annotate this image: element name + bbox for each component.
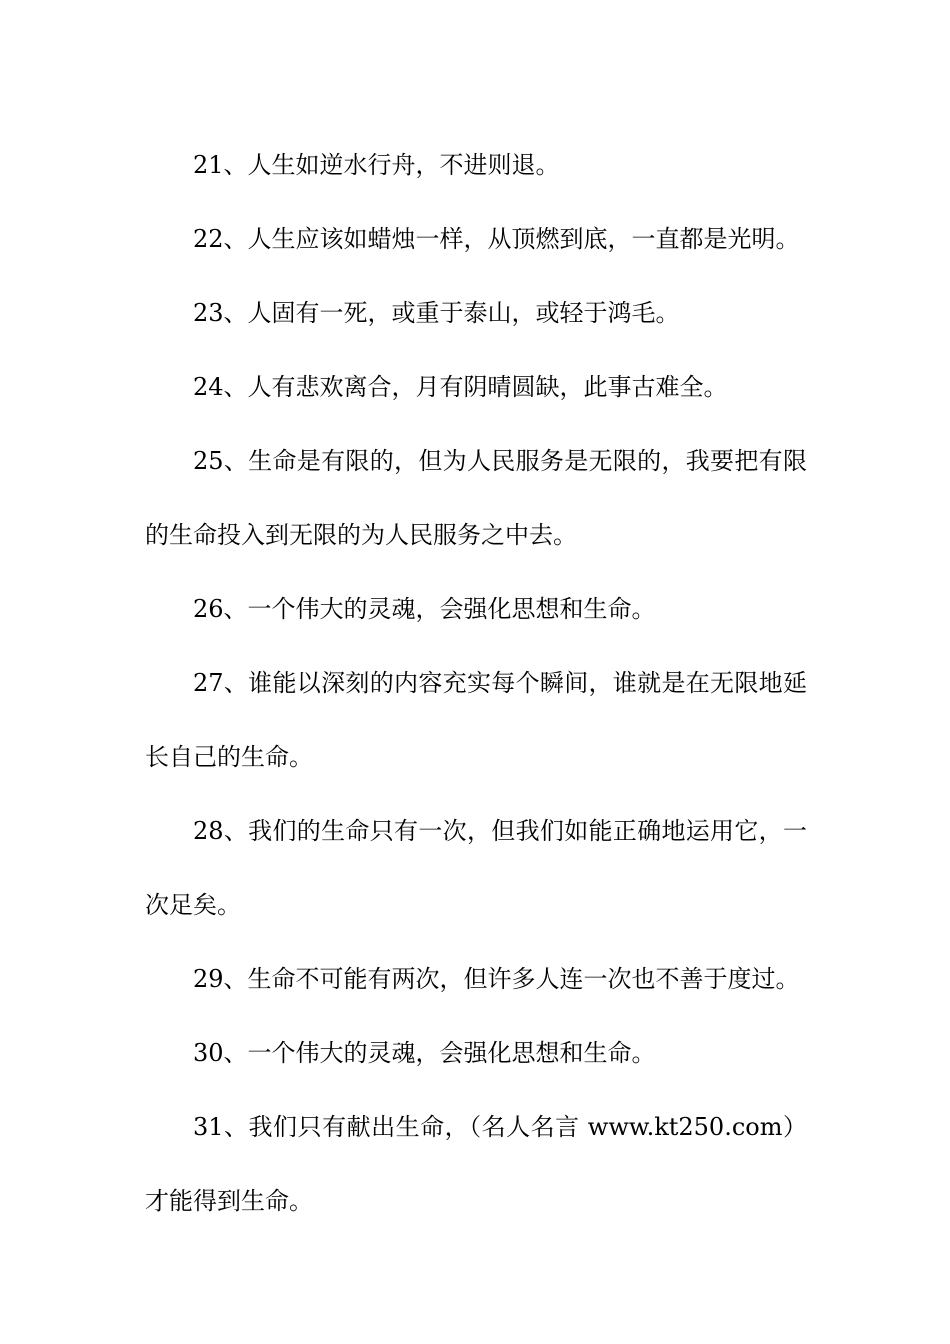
quote-paragraph-24: 24、人有悲欢离合，月有阴晴圆缺，此事古难全。 — [193, 373, 728, 401]
quote-paragraph-30: 30、一个伟大的灵魂，会强化思想和生命。 — [193, 1039, 656, 1067]
quote-paragraph-23: 23、人固有一死，或重于泰山，或轻于鸿毛。 — [193, 299, 680, 327]
quote-paragraph-31: 31、我们只有献出生命，（名人名言 www.kt250.com）才能得到生命。 — [145, 1113, 807, 1215]
quote-paragraph-22: 22、人生应该如蜡烛一样，从顶燃到底，一直都是光明。 — [193, 225, 800, 253]
quote-paragraph-27: 27、谁能以深刻的内容充实每个瞬间，谁就是在无限地延长自己的生命。 — [145, 669, 807, 771]
quote-paragraph-21: 21、人生如逆水行舟，不进则退。 — [193, 151, 560, 179]
quote-paragraph-29: 29、生命不可能有两次，但许多人连一次也不善于度过。 — [193, 965, 800, 993]
document-body — [145, 128, 807, 1238]
quote-paragraph-25: 25、生命是有限的，但为人民服务是无限的，我要把有限的生命投入到无限的为人民服务之中去。 — [145, 447, 807, 549]
quote-paragraph-28: 28、我们的生命只有一次，但我们如能正确地运用它，一次足矣。 — [145, 817, 807, 919]
quote-paragraph-26: 26、一个伟大的灵魂，会强化思想和生命。 — [193, 595, 656, 623]
